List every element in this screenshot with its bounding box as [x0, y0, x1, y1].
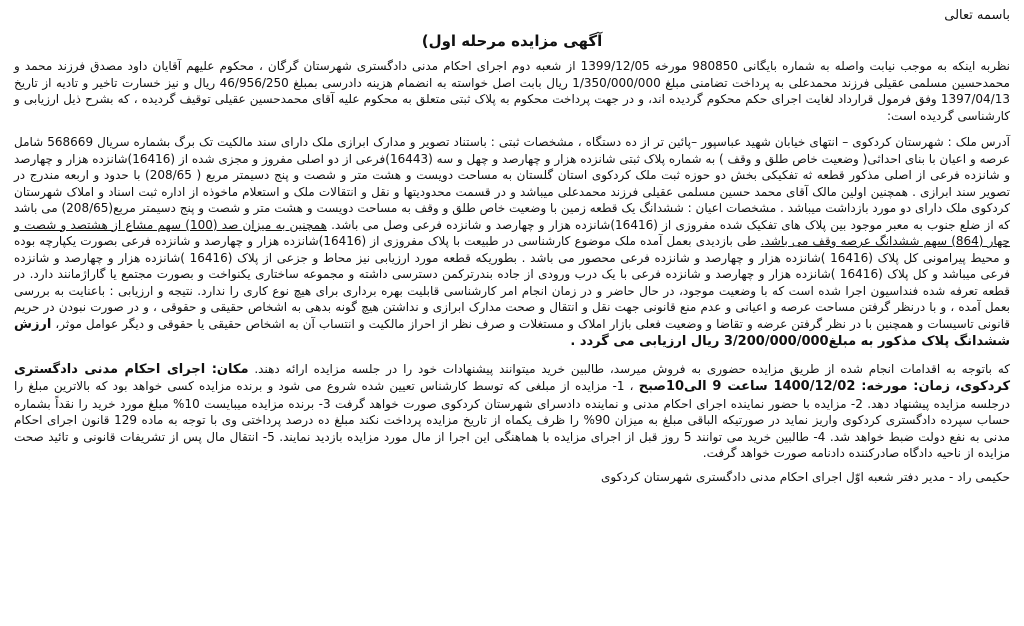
- auction-terms-paragraph: [14, 361, 1010, 462]
- waqf-share-text: همچنین به میزان صد (100) سهم مشاع از هشتصد و شصت و چهار (864) سهم ششدانگ عرصه وقف می باشد.: [14, 217, 1010, 248]
- notice-title: آگهی مزایده مرحله اول): [421, 32, 603, 50]
- valuation-statement: ارزش ششدانگ پلاک مذکور به مبلغ3/200/000/000 ریال ارزیابی می گردد .: [14, 316, 1010, 349]
- invocation-heading: باسمه تعالی: [944, 8, 1010, 23]
- property-details-text: آدرس ملک : شهرستان کردکوی – انتهای خیابان شهید عباسپور –پائین تر از ده دستگاه ، مشخصات ثبتی : باستناد تصویر و مدارک ابرازی ملک دارای سند مالکیت تک برگ بشماره سریال 568669 شامل عرصه و اعیان با بنای احداثی( وضعیت خاص طلق و وقف ) به شماره پلاک ثبتی شانزده هزار و چهارصد و چهل و سه (16443)فرعی از دو اصلی مفروز و مجزی شده از (16416)شانزده هزار و چهارصد و شانزده فرعی از اصلی مذکور قطعه ثه تفکیکی بخش دو حوزه ثبت ملک کردکوی استان گلستان به مساحت دویست و هشت متر و شصت و پنج دسیمتر مربع ( 208/65) با حدود و اربعه مندرج در تصویر سند ابرازی . همچنین اولین مالک آقای محمد حسین مسلمی عقیلی فرزند محمدعلی میباشد و در قسمت محدودیتها و نقل و انتقالات ملک و استعلام ماخوذه از اداره ثبت اسناد و املاک شهرستان کردکوی ملک دارای دو مورد بازداشت میباشد . مشخصات اعیان : ششدانگ یک قطعه زمین با وضعیت خاص طلق و وقف به مساحت دویست و هشت متر و شصت و پنج دسیمتر مربع(208/65) می باشد که از ضلع جنوب به معبر موجود بین پلاک های تفکیک شده مفروزی از (16416)شانزده هزار و چهارصد و شانزده فرعی وصل می باشد.: [14, 135, 1011, 232]
- auction-date: زمان: مورخه: 1400/12/02 ساعت 9 الی10صبح: [638, 379, 950, 394]
- auction-intro-text: که باتوجه به اقدامات انجام شده از طریق مزایده حضوری به فروش میرسد، طالبین خرید میتوانند پیشنهادات خود را در جلسه مزایده ارائه دهند.: [254, 361, 1010, 376]
- auction-place: مکان: اجرای احکام مدنی دادگستری کردکوی،: [14, 361, 1011, 394]
- property-description-paragraph: [14, 134, 1010, 351]
- signature-line: حکیمی راد - مدیر دفتر شعبه اوّل اجرای احکام مدنی دادگستری شهرستان کردکوی: [601, 469, 1010, 484]
- intro-paragraph: نظربه اینکه به موجب نیابت واصله به شماره بایگانی 980850 مورخه 1399/12/05 از شعبه دوم اجرای احکام مدنی دادگستری شهرستان گرگان ، محکوم علیهم آقایان داود مصدق فرزند محمد و محمدحسین مسلمی عقیلی فرزند محمدعلی به پرداخت تضامنی مبلغ 1/350/000/000 ریال بابت اصل خواسته به انضمام هزینه دادرسی بمبلغ 46/956/250 ریال و نیز خسارت تاخیر و تادیه از تاریخ 1397/04/13 وفق فرمول قرارداد لغایت اجرای حکم محکوم گردیده اند، و در جهت پرداخت محکوم به پلاک ثبتی متعلق به محکوم علیه آقای محمدحسین عقیلی توقیف گردیده ، که بشرح ذیل ارزیابی و کارشناسی گردیده است:: [14, 59, 1011, 123]
- auction-conditions-text: ، 1- مزایده از مبلغی که توسط کارشناس تعیین شده شروع می شود و برنده مزایده کسی خواهد بود که بالاترین مبلغ را درجلسه مزایده پیشنهاد دهد. 2- مزایده با حضور نماینده اجرای احکام مدنی و نماینده دادسرای شهرستان کردکوی صورت خواهد گرفت 3- برنده مزایده میبایست 10% مبلغ مورد خرید را نقداً بشماره حساب سپرده دادگستری کردکوی واریز نماید در صورتیکه الباقی مبلغ به میزان 90% را ظرف یکماه از تاریخ مزایده پرداخت نکند مبلغ ده درصد پرداختی وی با توجه به ماده 129 قانون اجرای احکام مدنی به نفع دولت ضبط خواهد شد. 4- طالبین خرید می توانند 5 روز قبل از اجرای مزایده با هماهنگی این اجرا از مال مورد مزایده بازدید نمایند. 5- انتقال مال پس از تشریفات قانونی و تائید صحت مزایده از ناحیه دادگاه صادرکننده دادنامه صورت خواهد گرفت.: [14, 379, 1011, 460]
- inspection-text: طی بازدیدی بعمل آمده ملک موضوع کارشناسی در طبیعت با پلاک مفروزی از (16416)شانزده هزار و چهارصد و شانزده فرعی بصورت یکپارچه بوده و محیط پیرامونی کل پلاک (16416 )شانزده هزار و چهارصد و شانزده فرعی محصور می باشد . بطوریکه قطعه مورد ارزیابی نیز محاط و جزعی از پلاک (16416 )شانزده هزار و چهارصد و شانزده فرعی میباشد و کل پلاک (16416 )شانزده هزار و چهارصد و شانزده فرعی با یک درب ورودی از جاده بندرترکمن دسترسی داشته و مجموعه ساختاری یکنواخت و بصورت مجتمع یا گاراژمانند دارد. در قطعه تعرفه شده فنداسیون اجرا شده است که با وضعیت موجود، در حال حاضر و در زمان انجام امر کارشناسی قابلیت بهره برداری برای هیچ نوع کاری را ندارد. نتیجه و ارزیابی : باعنایت به بررسی بعمل آمده ، و با درنظر گرفتن مساحت عرصه و اعیانی و عدم منع قانونی جهت نقل و انتقال و صحت مدارک ابرازی و نداشتن هیچ گونه بدهی به اشخاص حقیقی و حقوقی ، و در صورت نبودن در حریم قانونی تاسیسات و همچنین با در نظر گرفتن عرضه و تقاضا و وضعیت فعلی بازار املاک و مستغلات و صرف نظر از احراز مالکیت و انتساب آن به اشخاص حقیقی یا حقوقی و دیگر عوامل موثر،: [14, 234, 1010, 331]
